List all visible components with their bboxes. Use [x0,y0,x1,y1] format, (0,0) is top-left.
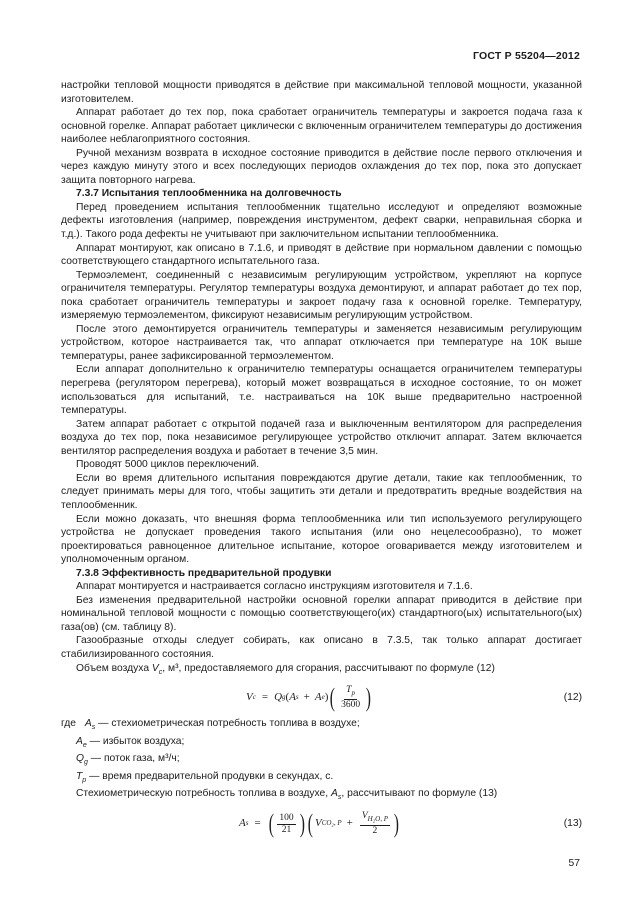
formula-var: T [346,685,352,696]
formula-var: V [314,817,322,830]
definition-line [61,752,582,770]
fraction-numerator: 100 [279,812,294,823]
definition-symbol: T [76,770,83,782]
formula-sub: e [321,693,325,702]
definition-sub: p [82,776,87,784]
paragraph: Ручной механизм возврата в исходное состояние приводится в действие после первого отключения и через каждую минуту этого и всех последующих периодов охлаждения до тех пор, пока это допускает защита повторного нагрева. [61,147,582,186]
formula-sub: s [295,693,299,702]
variable: A [331,788,338,800]
formula-big-paren: ) [393,809,399,839]
paragraph: Проводят 5000 циклов переключений. [76,459,260,471]
paragraph: Если во время длительного испытания повреждаются другие детали, такие как теплообменник, то следует принимать меры для того, чтобы защитить эти детали и предотвратить вредные воздействия на теплообменник. [61,472,582,511]
definition-sub: s [91,724,96,732]
definition-text: — стехиометрическая потребность топлива в воздухе; [98,718,360,730]
text-run: , рассчитывают по формуле (13) [341,788,498,800]
fraction-denominator: 2 [372,826,378,837]
variable-subscript: s [337,794,342,802]
paragraph: Газообразные отходы следует собирать, как описано в 7.3.5, так только аппарат достигает стабилизированного состояния. [61,635,582,660]
formula-sub: CO₂, P [321,819,342,828]
section-heading-7-3-8: 7.3.8 Эффективность предварительной продувки [76,567,332,579]
formula-big-paren: ( [330,683,336,713]
definition-symbol: Q [76,753,85,765]
variable-subscript: c [158,668,163,676]
formula-12 [61,679,582,717]
fraction-numerator [344,685,357,700]
text-run: Объем воздуха [76,662,150,674]
definition-sub: e [82,741,87,749]
paragraph [61,787,582,805]
paragraph: Если можно доказать, что внешняя форма теплообменника или тип используемого регулирующего устройства не допускает проведения такого испытания (или оно нецелесообразно), то может проектироваться равноценное длительное испытание, которое оговаривается между изготовителем и уполномоченным органом. [61,513,582,566]
fraction-denominator: 21 [281,824,292,835]
definition-line [61,770,582,788]
paragraph: Если аппарат дополнительно к ограничителю температуры оснащается ограничителем температуры перегрева (регулятором перегрева), который может возвращаться в исходное состояние, то он может использоваться для испытаний, т.е. настраиваться на 10К выше предварительно настроенной температуры. [61,364,582,417]
formula-var: A [289,691,296,704]
formula-number: (13) [563,818,582,830]
formula-sub: H₂O, P [367,815,388,824]
fraction-numerator [360,811,390,826]
where-lead: где [61,718,77,730]
formula-sub: g [282,693,286,702]
paragraph: Аппарат монтируют, как описано в 7.1.6, и приводят в действие при нормальном давлении с помощью соответствующего стандартного испытательного газа. [61,242,582,268]
definition-text: — время предварительной продувки в секундах, с. [89,770,334,782]
paragraph: Термоэлемент, соединенный с независимым регулирующим устройством, укрепляют на корпусе ограничителя температуры. Регулятор температуры воздуха демонтируют, и аппарат работает до тех пор, пока сработает ограничитель температуры и закроет подачу газа к основной горелке. Температуру, измеряемую термоэлементом, фиксируют независимым регулирующим устройством. [61,269,582,322]
definition-sub: g [84,759,88,767]
formula-sub: p [351,689,355,698]
paragraph: Перед проведением испытания теплообменник тщательно исследуют и определяют возможные дефекты изготовления (например, повреждения инструментом, дефект сварки, неправильная сборка и т.д.). Такого рода дефекты не учитывают при заключительном испытании теплообменника. [61,201,582,241]
paragraph: После этого демонтируется ограничитель температуры и заменяется независимым регулирующим устройством, которое настраивается так, что аппарат отключается при температуре на 10К выше температуры, ранее зафиксированной термоэлементом. [61,323,582,362]
formula-var: A [314,691,322,704]
formula-paren: ( [285,691,290,704]
definition-line [61,735,582,753]
formula-paren: ) [324,691,329,704]
formula-number: (12) [563,692,582,704]
standard-header: ГОСТ Р 55204—2012 [472,50,580,62]
formula-op: = [261,691,269,704]
paragraph: Аппарат монтируется и настраивается согласно инструкциям изготовителя и 7.1.6. [76,581,473,593]
document-body [61,79,582,843]
paragraph [61,662,582,680]
definition-text: — избыток воздуха; [89,735,185,747]
paragraph: Аппарат работает до тех пор, пока сработает ограничитель температуры и закроется подача газа к основной горелке. Аппарат работает циклически с включенным ограничителем температуры до достижения наиболее неблагоприятного состояния. [61,107,582,146]
formula-big-paren: ) [299,809,305,839]
paragraph: настройки тепловой мощности приводятся в действие при максимальной тепловой мощности, указанной изготовителем. [61,80,582,105]
fraction-denominator: 3600 [341,700,361,711]
formula-13 [61,805,582,843]
fraction [277,813,295,836]
definition-symbol: A [84,718,92,730]
fraction [339,685,362,711]
formula-sub: c [252,693,256,702]
formula-big-paren: ) [365,683,371,713]
formula-var: Q [274,691,283,704]
page-number: 57 [568,858,580,869]
definition-text: — поток газа, м³/ч; [90,753,180,765]
text-run: , м³, предоставляемого для сгорания, рассчитывают по формуле (12) [162,662,495,674]
formula-big-paren: ( [308,809,314,839]
paragraph: Затем аппарат работает с открытой подачей газа и выключенным вентилятором для распределения воздуха до тех пор, пока независимое регулирующее устройство отключит аппарат. Затем включается вентилятор распределения воздуха и работает в течение 3,5 мин. [61,418,582,457]
where-block [61,717,582,735]
formula-var: A [239,817,246,830]
formula-sub: s [245,819,249,828]
text-run: Стехиометрическую потребность топлива в воздухе, [76,788,329,800]
formula-op: = [254,817,261,830]
variable: V [151,662,159,674]
section-heading-7-3-7: 7.3.7 Испытания теплообменника на долговечность [76,188,342,200]
formula-var: V [361,811,368,822]
formula-op: + [303,691,310,704]
fraction [360,811,390,837]
formula-var: V [246,691,253,704]
formula-big-paren: ( [268,809,274,839]
formula-op: + [346,817,353,830]
paragraph: Без изменения предварительной настройки основной горелки аппарат приводится в действие при номинальной тепловой мощности с помощью соответствующего(их) стандартного(ых) испытательного(ых) газа(ов) (см. таблицу 8). [61,594,582,633]
definition-symbol: A [76,735,83,747]
